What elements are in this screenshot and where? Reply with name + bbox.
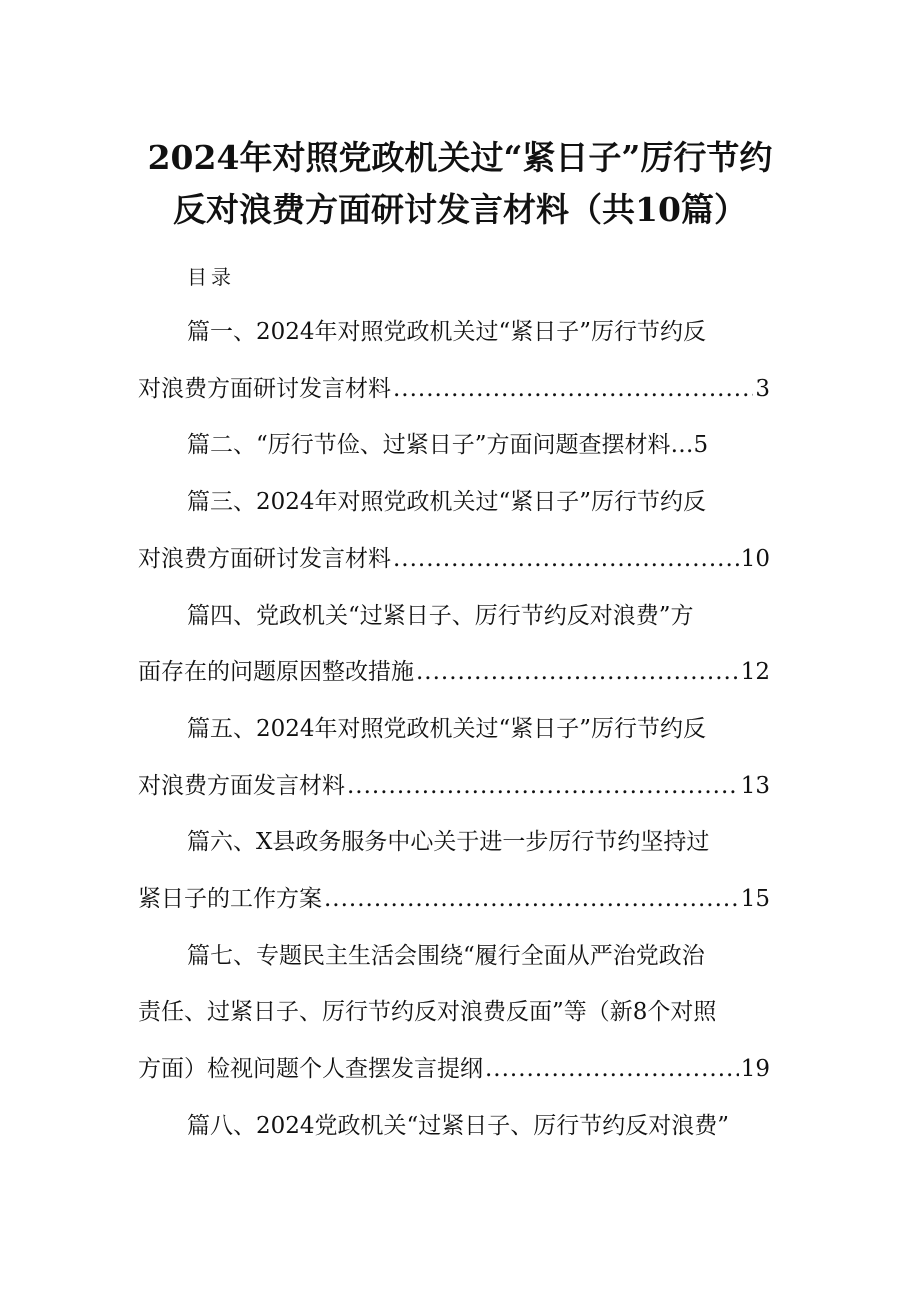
toc-entry-1-line-2: 对浪费方面研讨发言材料 bbox=[138, 376, 391, 402]
toc-entry-6-page: 15 bbox=[740, 886, 770, 912]
toc-entry-4-line-2: 面存在的问题原因整改措施 bbox=[138, 659, 414, 685]
toc-entry-5-page: 13 bbox=[740, 773, 770, 799]
toc-entry-5-line-2: 对浪费方面发言材料 bbox=[138, 773, 345, 799]
toc-entry-6-line-1[interactable]: 篇六、X县政务服务中心关于进一步厉行节约坚持过 bbox=[187, 829, 710, 855]
document-title bbox=[60, 132, 860, 236]
toc-entry-7-line-3: 方面）检视问题个人查摆发言提纲 bbox=[138, 1056, 483, 1082]
toc-entry-6-end[interactable] bbox=[138, 883, 770, 915]
toc-entry-1-line-1[interactable]: 篇一、2024年对照党政机关过“紧日子”厉行节约反 bbox=[187, 319, 707, 345]
toc-entry-3-page: 10 bbox=[740, 546, 770, 572]
title-line-2: 反对浪费方面研讨发言材料（共10篇） bbox=[173, 190, 747, 229]
dot-leader bbox=[347, 770, 739, 802]
dot-leader bbox=[393, 543, 739, 575]
dot-leader bbox=[485, 1053, 739, 1085]
toc-entry-3-line-2: 对浪费方面研讨发言材料 bbox=[138, 546, 391, 572]
toc-entry-2[interactable]: 篇二、“厉行节俭、过紧日子”方面问题查摆材料…5 bbox=[187, 432, 709, 458]
toc-entry-3-end[interactable] bbox=[138, 543, 770, 575]
toc-entry-7-page: 19 bbox=[740, 1056, 770, 1082]
toc-heading: 目录 bbox=[187, 265, 235, 289]
toc-entry-4-line-1[interactable]: 篇四、党政机关“过紧日子、厉行节约反对浪费”方 bbox=[187, 603, 694, 629]
dot-leader bbox=[324, 883, 739, 915]
toc-entry-7-line-1[interactable]: 篇七、专题民主生活会围绕“履行全面从严治党政治 bbox=[187, 943, 705, 969]
title-line-1: 2024年对照党政机关过“紧日子”厉行节约 bbox=[147, 138, 773, 177]
dot-leader bbox=[393, 373, 753, 405]
toc-entry-4-page: 12 bbox=[740, 659, 770, 685]
toc-entry-6-line-2: 紧日子的工作方案 bbox=[138, 886, 322, 912]
toc-entry-5-line-1[interactable]: 篇五、2024年对照党政机关过“紧日子”厉行节约反 bbox=[187, 716, 707, 742]
toc-entry-1-page: 3 bbox=[755, 376, 770, 402]
toc-entry-1-end[interactable] bbox=[138, 373, 770, 405]
toc-entry-7-end[interactable] bbox=[138, 1053, 770, 1085]
toc-entry-8-line-1[interactable]: 篇八、2024党政机关“过紧日子、厉行节约反对浪费” bbox=[187, 1113, 730, 1139]
dot-leader bbox=[416, 656, 739, 688]
toc-entry-3-line-1[interactable]: 篇三、2024年对照党政机关过“紧日子”厉行节约反 bbox=[187, 489, 707, 515]
toc-entry-5-end[interactable] bbox=[138, 770, 770, 802]
toc-entry-7-line-2[interactable]: 责任、过紧日子、厉行节约反对浪费反面”等（新8个对照 bbox=[138, 999, 717, 1025]
toc-entry-4-end[interactable] bbox=[138, 656, 770, 688]
